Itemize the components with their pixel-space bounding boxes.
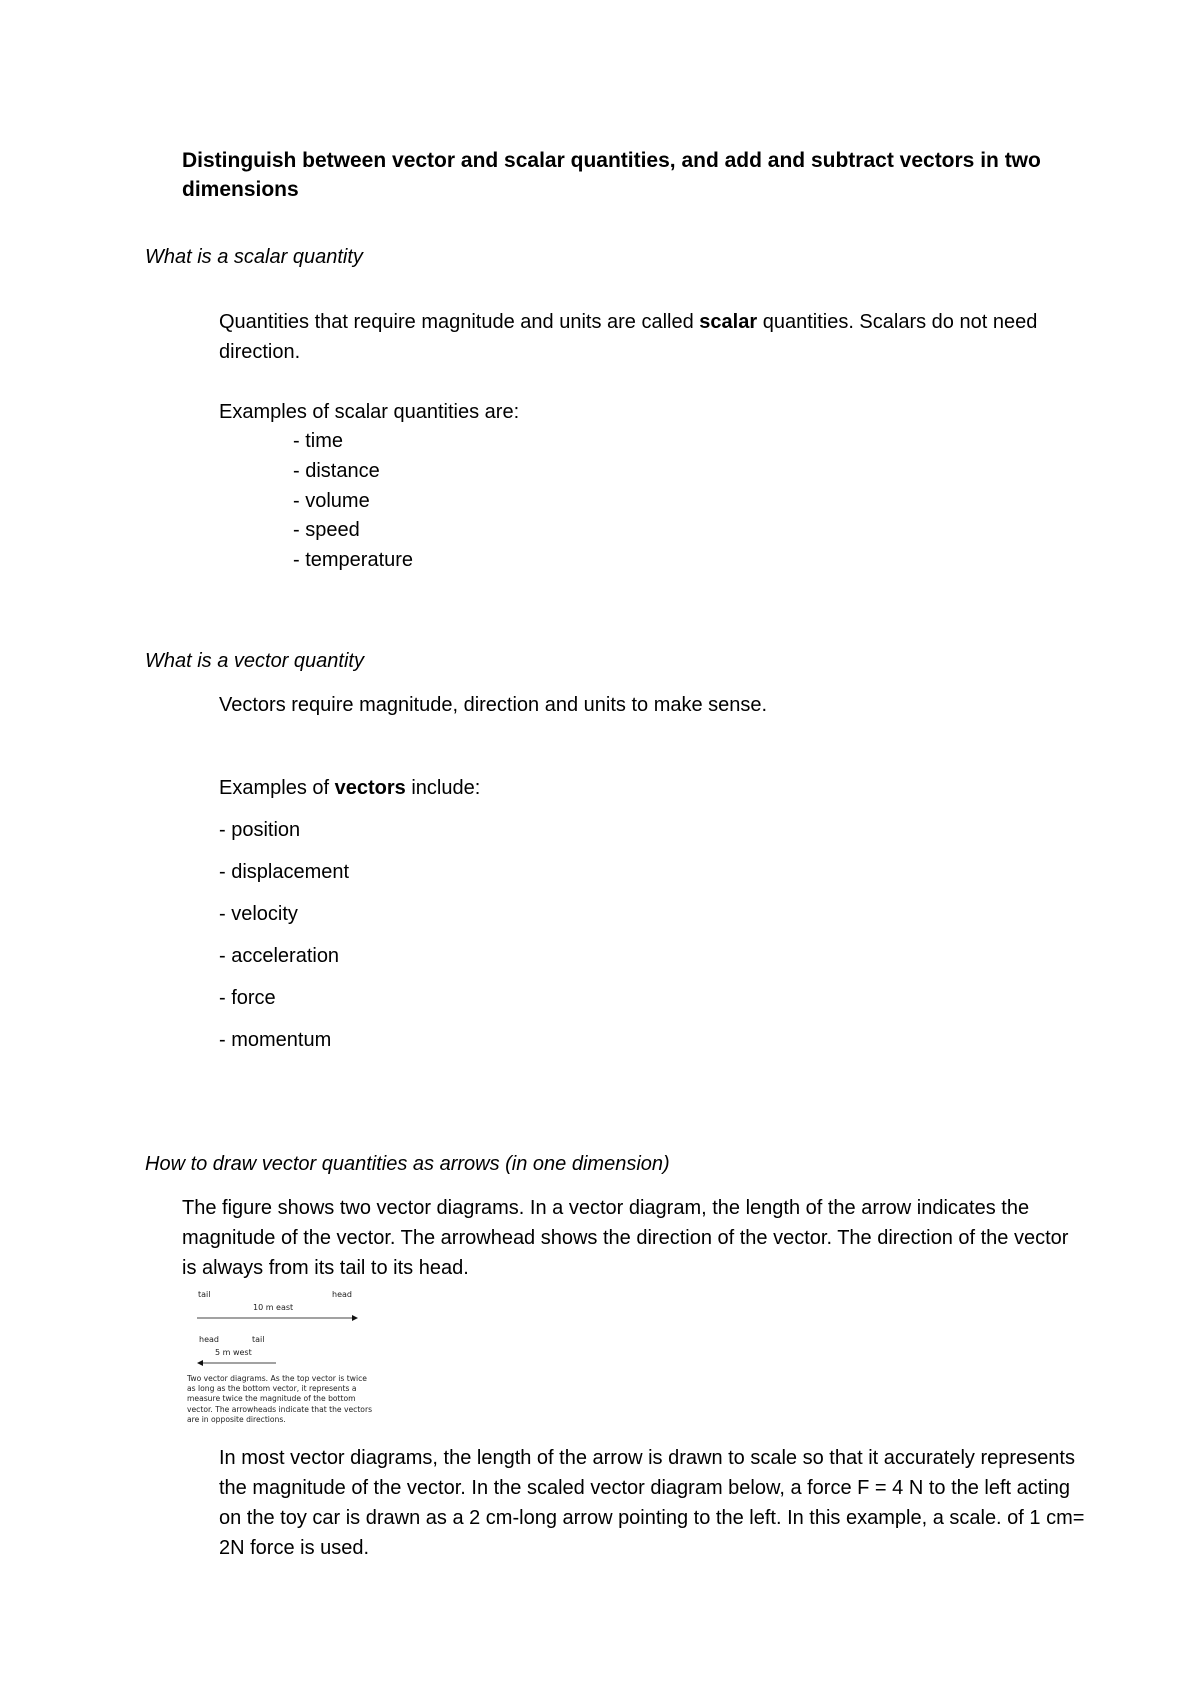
arrows-heading: How to draw vector quantities as arrows (in one dimension) (145, 1153, 670, 1175)
bottom-vector-label: 5 m west (215, 1348, 252, 1357)
top-head-label: head (332, 1290, 352, 1299)
top-tail-label: tail (198, 1290, 211, 1299)
vector-definition: Vectors require magnitude, direction and units to make sense. (219, 694, 768, 716)
vector-item: - force (219, 987, 276, 1009)
vector-heading: What is a vector quantity (145, 650, 364, 672)
vector-examples-label (219, 777, 480, 800)
scalar-item: - temperature (293, 549, 414, 571)
vector-item: - momentum (219, 1029, 332, 1051)
top-vector-label: 10 m east (253, 1303, 294, 1312)
vector-figure (182, 1290, 382, 1430)
vector-examples-prefix: Examples of (219, 777, 335, 799)
scalar-definition (219, 307, 1069, 367)
vector-examples-suffix: include: (405, 777, 481, 799)
scalar-item: - volume (293, 490, 370, 512)
bottom-tail-label: tail (252, 1335, 265, 1344)
scalar-examples-label: Examples of scalar quantities are: (219, 401, 520, 423)
top-arrowhead (352, 1315, 358, 1321)
arrows-paragraph-2: In most vector diagrams, the length of the arrow is drawn to scale so that it accurately represents the magnitude of the vector. In the scaled vector diagram below, a force F = 4 N to the left acting on the toy car is drawn as a 2 cm-long arrow pointing to the left. In this example, a scale. of 1 cm= 2N force is used. (219, 1447, 1085, 1559)
bottom-head-label: head (199, 1335, 219, 1344)
scalar-item: - time (293, 430, 343, 452)
figure-caption: Two vector diagrams. As the top vector is twice as long as the bottom vector, it represents a measure twice the magnitude of the bottom vector. The arrowheads indicate that the vectors are in opposite directions. (187, 1374, 373, 1424)
vector-item: - acceleration (219, 945, 340, 967)
scalar-item: - distance (293, 460, 380, 482)
scalar-heading: What is a scalar quantity (145, 246, 363, 268)
scalar-item: - speed (293, 519, 360, 541)
vector-item: - position (219, 819, 301, 841)
vector-arrows (182, 1290, 382, 1370)
scalar-def-bold: scalar (699, 311, 758, 333)
page-title: Distinguish between vector and scalar quantities, and add and subtract vectors in two dimensions (182, 149, 1041, 201)
scalar-def-suffix: quantities. Scalars do not need direction. (219, 311, 1038, 363)
bottom-arrowhead (197, 1360, 203, 1366)
vector-examples-bold: vectors (334, 777, 406, 799)
vector-item: - velocity (219, 903, 298, 925)
scalar-def-prefix: Quantities that require magnitude and units are called (219, 311, 700, 333)
arrows-paragraph-1: The figure shows two vector diagrams. In a vector diagram, the length of the arrow indicates the magnitude of the vector. The arrowhead shows the direction of the vector. The direction of the vector is always from its tail to its head. (182, 1197, 1069, 1279)
vector-item: - displacement (219, 861, 350, 883)
